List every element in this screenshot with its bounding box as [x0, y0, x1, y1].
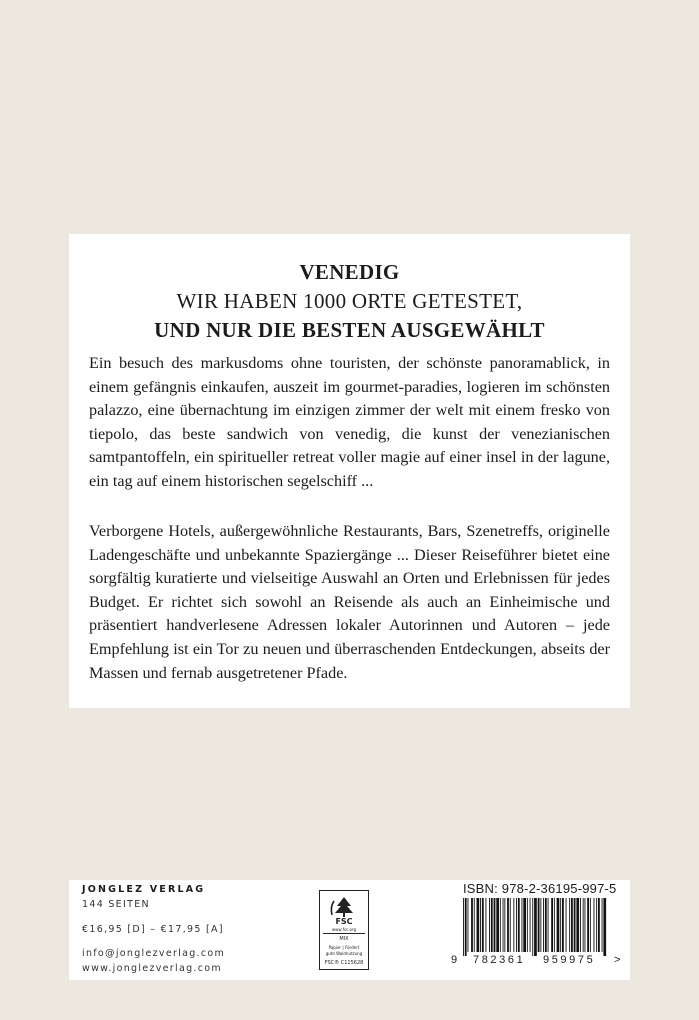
barcode-bar	[548, 898, 549, 952]
barcode-bar	[587, 898, 589, 952]
barcode-bar	[569, 898, 570, 952]
barcode-bar	[554, 898, 555, 952]
barcode-bar	[500, 898, 501, 952]
barcode-bar	[494, 898, 496, 952]
barcode-bar	[571, 898, 573, 952]
barcode-bar	[594, 898, 595, 952]
barcode-bar	[482, 898, 484, 952]
barcode-bar	[491, 898, 493, 952]
barcode-bar	[574, 898, 576, 952]
barcode-bar	[590, 898, 591, 952]
barcode-bar	[603, 898, 606, 956]
barcode-bar	[598, 898, 600, 952]
barcode-bar	[504, 898, 505, 952]
barcode-bar	[596, 898, 597, 952]
barcode-bar	[489, 898, 490, 952]
barcode-bar	[480, 898, 481, 952]
fsc-mix: MIX	[339, 936, 349, 942]
website: www.jonglezverlag.com	[82, 963, 222, 974]
price: €16,95 [D] – €17,95 [A]	[82, 924, 224, 935]
barcode-bar	[477, 898, 480, 952]
description-panel	[69, 234, 630, 708]
barcode-bar	[465, 898, 467, 956]
barcode-group-2: 959975	[543, 954, 596, 966]
fsc-site: www.fsc.org	[331, 927, 357, 932]
fsc-tree-icon	[328, 895, 360, 919]
publisher-name: JONGLEZ VERLAG	[82, 884, 206, 895]
subtitle-line-2: UND NUR DIE BESTEN AUSGEWÄHLT	[154, 318, 545, 342]
barcode-bar	[543, 898, 544, 952]
barcode-bar	[522, 898, 523, 952]
fsc-label	[319, 890, 369, 970]
barcode-bar	[551, 898, 553, 952]
barcode-bar	[486, 898, 487, 952]
barcode-bar	[562, 898, 564, 952]
barcode-arrow: >	[614, 954, 624, 966]
description-paragraph-2: Verborgene Hotels, außergewöhnliche Restaurants, Bars, Szenetreffs, originelle Ladengeschäfte und unbekannte Spaziergänge ... Dieser Reiseführer bietet eine sorgfältig kuratierte und vielseitige Auswahl an Orten und Erlebnissen für jedes Budget. Er richtet sich sowohl an Reisende als auch an Einheimische und präsentiert handverlesene Adressen lokaler Autorinnen und Autoren – jede Empfehlung ist ein Tor zu neuen und überraschenden Entdeckungen, abseits der Massen und fernab ausgetretener Pfade.	[89, 522, 610, 682]
barcode-bar	[530, 898, 531, 952]
description-paragraph-1: Ein besuch des markusdoms ohne touristen, der schönste panoramablick, in einem gefängnis einkaufen, auszeit im gourmet-paradies, logieren im schönsten palazzo, eine übernachtung im einzigen zimmer der welt mit einem fresko von tiepolo, das beste sandwich von venedig, die kunst der venezianischen samtpantoffeln, ein spiritueller retreat voller magie auf einer insel in der lagune, ein tag auf einem historischen segelschiff ...	[89, 354, 610, 490]
barcode-bar	[576, 898, 579, 952]
barcode-bar	[471, 898, 473, 952]
fsc-paper-line-1: Papier | Fördert	[328, 945, 360, 950]
barcode-bar	[538, 898, 540, 952]
barcode-bar	[516, 898, 517, 952]
barcode-bar	[583, 898, 584, 952]
barcode-bar	[557, 898, 560, 952]
barcode-bar	[468, 898, 469, 952]
barcode-bar	[540, 898, 541, 952]
barcode-bar	[510, 898, 511, 952]
barcode-bar	[463, 898, 464, 956]
barcode-bar	[503, 898, 504, 952]
barcode-group-1: 782361	[473, 954, 526, 966]
barcode-bar	[496, 898, 499, 952]
barcode-bar	[527, 898, 528, 952]
email: info@jonglezverlag.com	[82, 948, 226, 959]
barcode-bar	[532, 898, 533, 956]
isbn-text: ISBN: 978-2-36195-997-5	[463, 881, 617, 896]
barcode-first-digit: 9	[451, 954, 460, 966]
barcode-bar	[534, 898, 537, 956]
barcode-bar	[474, 898, 475, 952]
barcode-bar	[518, 898, 520, 952]
barcode-bar	[545, 898, 547, 952]
barcode-bar	[566, 898, 567, 952]
fsc-paper-line-2: gute Waldnutzung	[325, 951, 363, 956]
barcode-bar	[560, 898, 561, 952]
fsc-divider	[323, 933, 365, 934]
fsc-brand: FSC	[335, 917, 353, 926]
fsc-code: FSC® C115628	[324, 960, 364, 966]
barcode-bar	[602, 898, 603, 952]
barcode-bar	[523, 898, 526, 952]
barcode	[461, 898, 611, 956]
barcode-bar	[507, 898, 509, 952]
barcode-bar	[513, 898, 514, 952]
imprint-footer	[69, 880, 630, 980]
subtitle-line-1: WIR HABEN 1000 ORTE GETESTET,	[176, 289, 523, 313]
page-count: 144 SEITEN	[82, 899, 150, 910]
barcode-bar	[585, 898, 586, 952]
book-title: VENEDIG	[299, 260, 400, 284]
barcode-bar	[580, 898, 581, 952]
